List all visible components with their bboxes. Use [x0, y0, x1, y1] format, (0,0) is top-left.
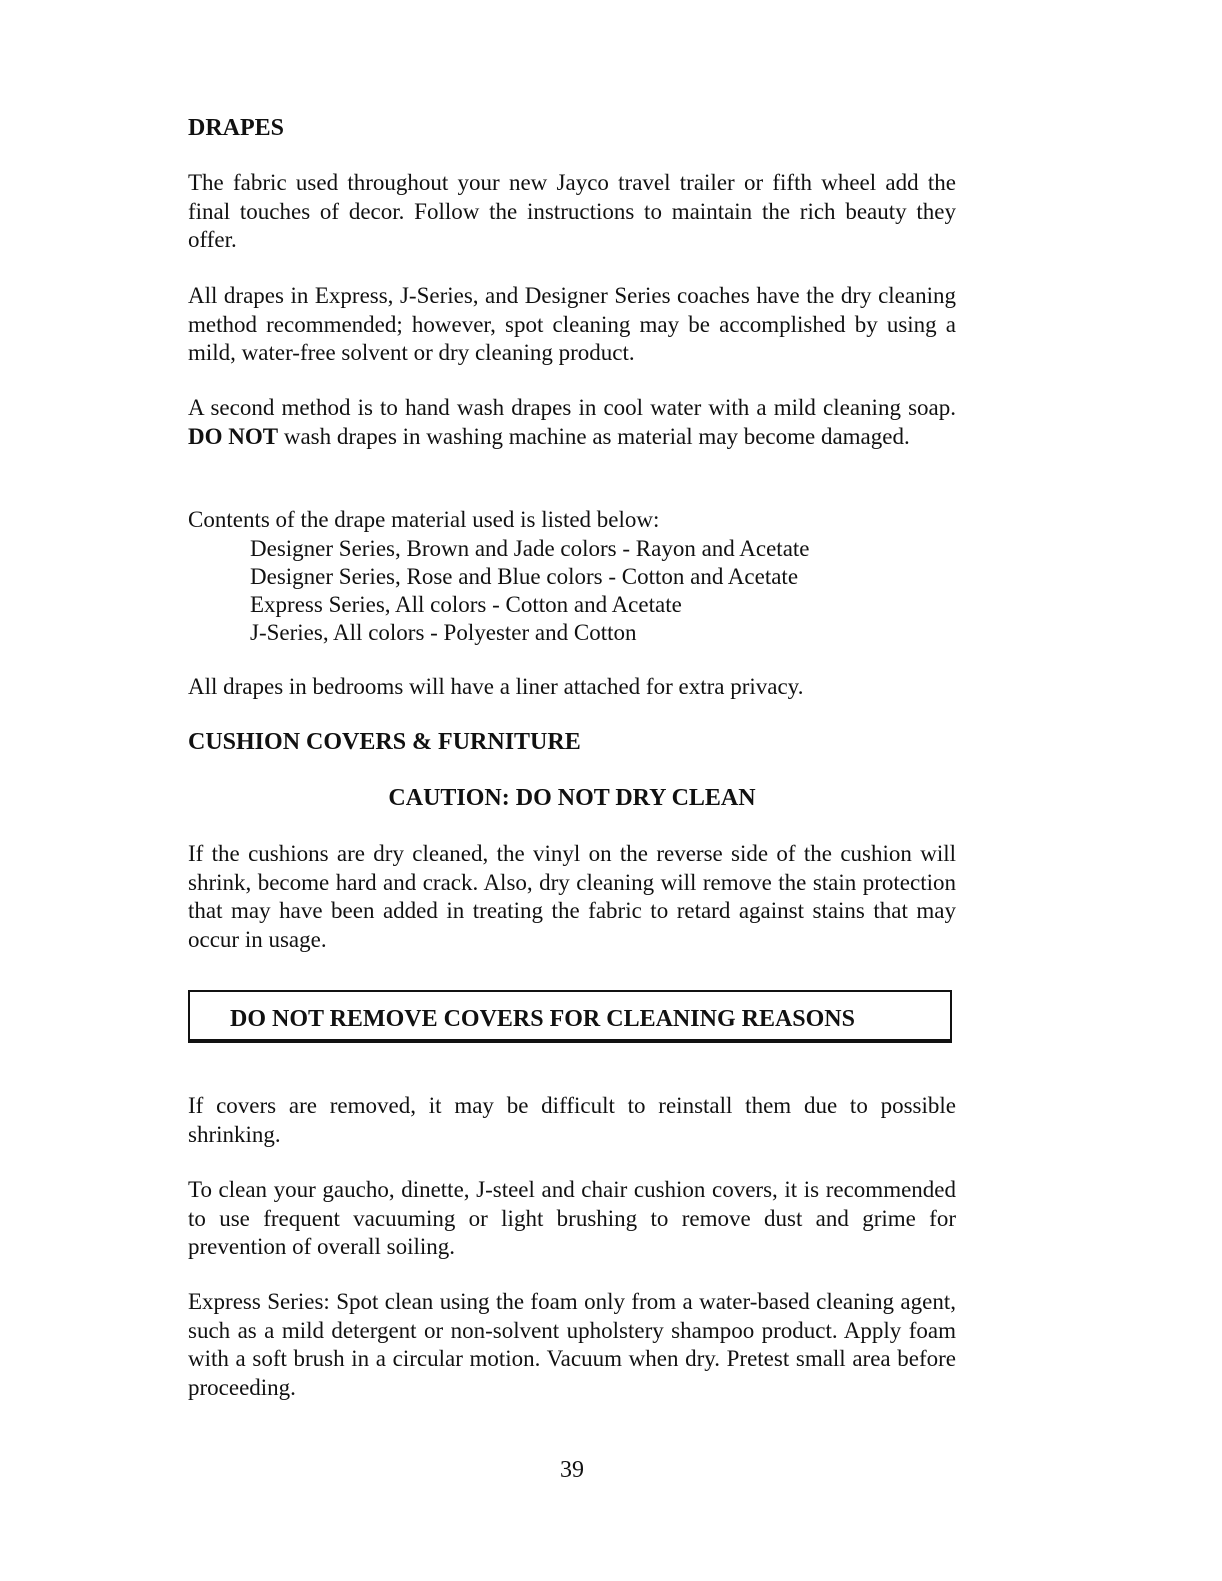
bedroom-liner-paragraph: All drapes in bedrooms will have a liner attached for extra privacy. — [188, 674, 804, 699]
list-item: Designer Series, Rose and Blue colors - Cotton and Acetate — [250, 563, 799, 589]
drapes-cleaning-paragraph: All drapes in Express, J-Series, and Designer Series coaches have the dry cleaning method recommended; however, spot cleaning may be accomplished by using a mild, water-free solvent or dry cleaning product. — [188, 283, 956, 366]
list-item: J-Series, All colors - Polyester and Cotton — [250, 619, 637, 645]
drapes-heading: DRAPES — [188, 115, 285, 141]
list-item: Express Series, All colors - Cotton and Acetate — [250, 591, 682, 617]
contents-intro: Contents of the drape material used is listed below: — [188, 507, 660, 532]
caution-heading: CAUTION: DO NOT DRY CLEAN — [388, 785, 756, 811]
do-not-emphasis: DO NOT — [188, 423, 279, 449]
notice-box — [188, 990, 952, 1043]
drapes-hand-wash-paragraph — [188, 394, 956, 451]
drape-contents-section — [188, 506, 956, 647]
dry-clean-warning-paragraph: If the cushions are dry cleaned, the vinyl on the reverse side of the cushion will shrink, become hard and crack. Also, dry cleaning will remove the stain protection that may have been added in treating the fabric to retard against stains that may occur in usage. — [188, 841, 956, 952]
notice-text: DO NOT REMOVE COVERS FOR CLEANING REASONS — [230, 1006, 855, 1032]
cushion-covers-heading: CUSHION COVERS & FURNITURE — [188, 729, 581, 755]
express-series-paragraph: Express Series: Spot clean using the foam only from a water-based cleaning agent, such as a mild detergent or non-solvent upholstery shampoo product. Apply foam with a soft brush in a circular motion. Vacuum when dry. Pretest small area before proceeding. — [188, 1289, 956, 1400]
vacuuming-paragraph: To clean your gaucho, dinette, J-steel and chair cushion covers, it is recommended to use frequent vacuuming or light brushing to remove dust and grime for prevention of overall soiling. — [188, 1177, 956, 1260]
hand-wash-warning-text: wash drapes in washing machine as material may become damaged. — [283, 423, 910, 449]
hand-wash-text: A second method is to hand wash drapes in cool water with a mild cleaning soap. — [188, 395, 956, 420]
drapes-intro-paragraph: The fabric used throughout your new Jayco travel trailer or fifth wheel add the final touches of decor. Follow the instructions to maintain the rich beauty they offer. — [188, 170, 956, 253]
materials-list — [188, 535, 956, 647]
page-number: 39 — [560, 1457, 584, 1483]
covers-removed-paragraph: If covers are removed, it may be difficult to reinstall them due to possible shrinking. — [188, 1093, 956, 1147]
list-item: Designer Series, Brown and Jade colors - Rayon and Acetate — [250, 535, 810, 561]
